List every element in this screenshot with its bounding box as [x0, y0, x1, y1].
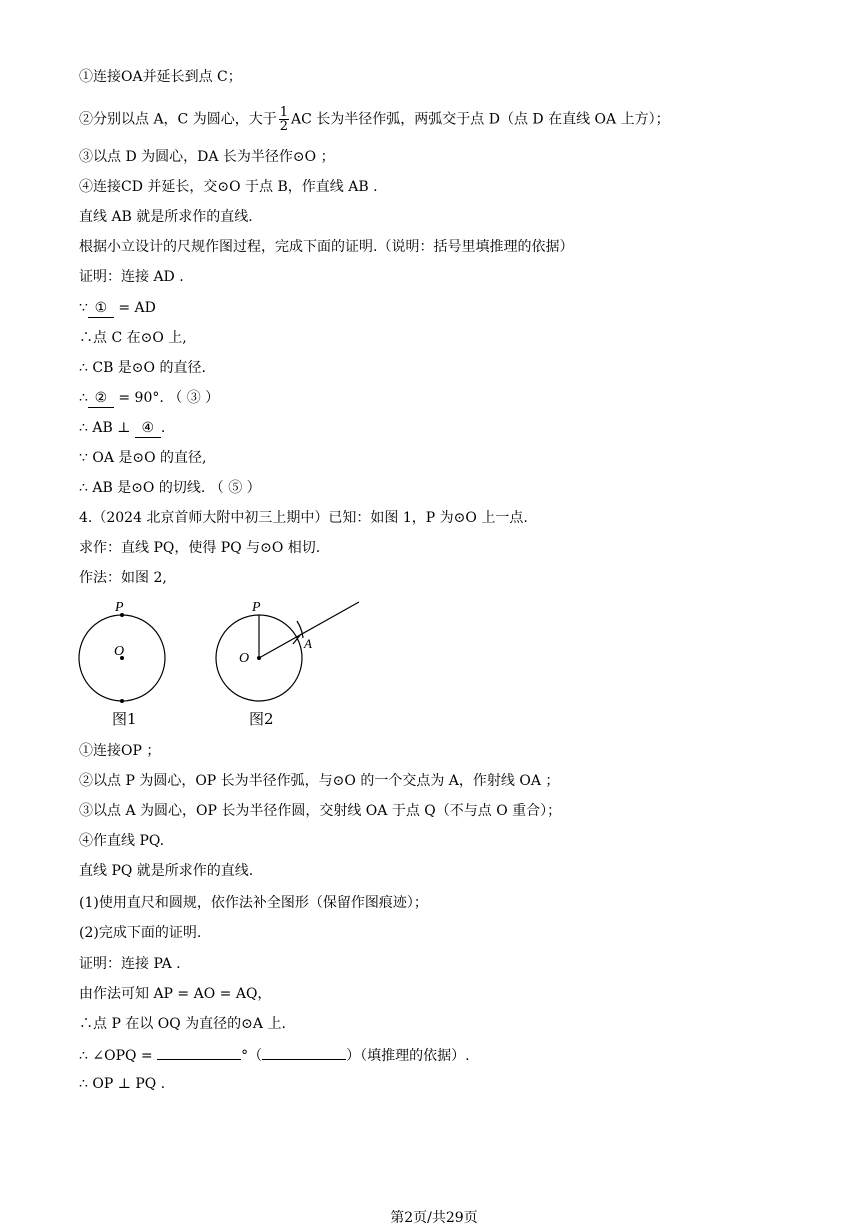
question-4-task: 求作：直线 PQ，使得 PQ 与⊙O 相切. — [79, 540, 321, 556]
instruction-text: 根据小立设计的尺规作图过程，完成下面的证明.（说明：括号里填推理的依据） — [79, 239, 574, 255]
question-4-title: 4.（2024 北京首师大附中初三上期中）已知：如图 1，P 为⊙O 上一点. — [79, 510, 528, 526]
figure-1-caption: 图1 — [112, 710, 137, 728]
figure-2-arc-mark — [293, 634, 301, 644]
q4-proof-line-1: 由作法可知 AP = AO = AQ， — [79, 986, 272, 1002]
question-4-method: 作法：如图 2, — [79, 570, 167, 586]
figure-2-label-o: O — [239, 651, 250, 666]
step-2-text: ②分别以点 A，C 为圆心，大于 $\frac{1}{2}$ AC 长为半径作弧，两弧交于点 D（点 D 在直线 OA 上方）； — [79, 105, 670, 134]
blank-1: ① — [88, 299, 114, 318]
figure-1-point-bottom — [120, 699, 124, 703]
conclusion-text: 直线 AB 就是所求作的直线. — [79, 209, 253, 225]
step-3-text: ③以点 D 为圆心，DA 长为半径作⊙O ； — [79, 149, 335, 165]
q4-step-4: ④作直线 PQ. — [79, 833, 165, 849]
figure-1-label-o: O — [114, 644, 125, 659]
proof-line-6: ∵ OA 是⊙O 的直径, — [79, 450, 207, 466]
q4-part-2: (2)完成下面的证明. — [79, 925, 202, 941]
page-footer: 第2页/共29页 — [390, 1210, 478, 1226]
figure-1-label-p: P — [115, 600, 124, 615]
step-4-text: ④连接CD 并延长，交⊙O 于点 B，作直线 AB . — [79, 179, 378, 195]
figure-2-caption: 图2 — [249, 710, 274, 728]
proof-line-3: ∴ CB 是⊙O 的直径. — [79, 360, 206, 376]
figure-2-label-p: P — [252, 600, 261, 615]
figure-1 — [70, 596, 180, 732]
q4-proof-line-2: ∴点 P 在以 OQ 为直径的⊙A 上. — [79, 1016, 286, 1032]
blank-2: ② — [88, 389, 114, 408]
figure-2 — [205, 596, 365, 732]
q4-part-1: (1)使用直尺和圆规，依作法补全图形（保留作图痕迹）； — [79, 895, 428, 911]
q4-step-3: ③以点 A 为圆心，OP 长为半径作圆，交射线 OA 于点 Q（不与点 O 重合）； — [79, 803, 562, 819]
proof-start-text: 证明：连接 AD . — [79, 269, 184, 285]
fraction-half: $\frac{1}{2}$ — [279, 105, 289, 134]
q4-proof-line-3: ∴ ∠OPQ = °（ ）（填推理的依据）. — [79, 1045, 470, 1065]
blank-reason — [262, 1045, 346, 1060]
proof-line-5: ∴ AB ⊥ ④ . — [79, 420, 166, 436]
q4-proof-line-4: ∴ OP ⊥ PQ . — [79, 1076, 166, 1092]
q4-step-1: ①连接OP ； — [79, 743, 161, 759]
figure-2-point-o — [257, 656, 261, 660]
figure-2-label-a: A — [304, 636, 312, 651]
step-1-text: ①连接OA并延长到点 C； — [79, 69, 242, 85]
proof-line-7: ∴ AB 是⊙O 的切线. （ ⑤ ） — [79, 480, 261, 496]
q4-conclusion: 直线 PQ 就是所求作的直线. — [79, 863, 254, 879]
q4-proof-start: 证明：连接 PA . — [79, 956, 181, 972]
blank-angle-value — [157, 1045, 241, 1060]
proof-line-4: ∴ ② = 90°. （ ③ ） — [79, 390, 220, 406]
blank-4: ④ — [135, 419, 161, 438]
proof-line-2: ∴点 C 在⊙O 上, — [79, 330, 187, 346]
proof-line-1: ∵ ① = AD — [79, 300, 156, 316]
q4-step-2: ②以点 P 为圆心，OP 长为半径作弧，与⊙O 的一个交点为 A，作射线 OA ； — [79, 773, 560, 789]
